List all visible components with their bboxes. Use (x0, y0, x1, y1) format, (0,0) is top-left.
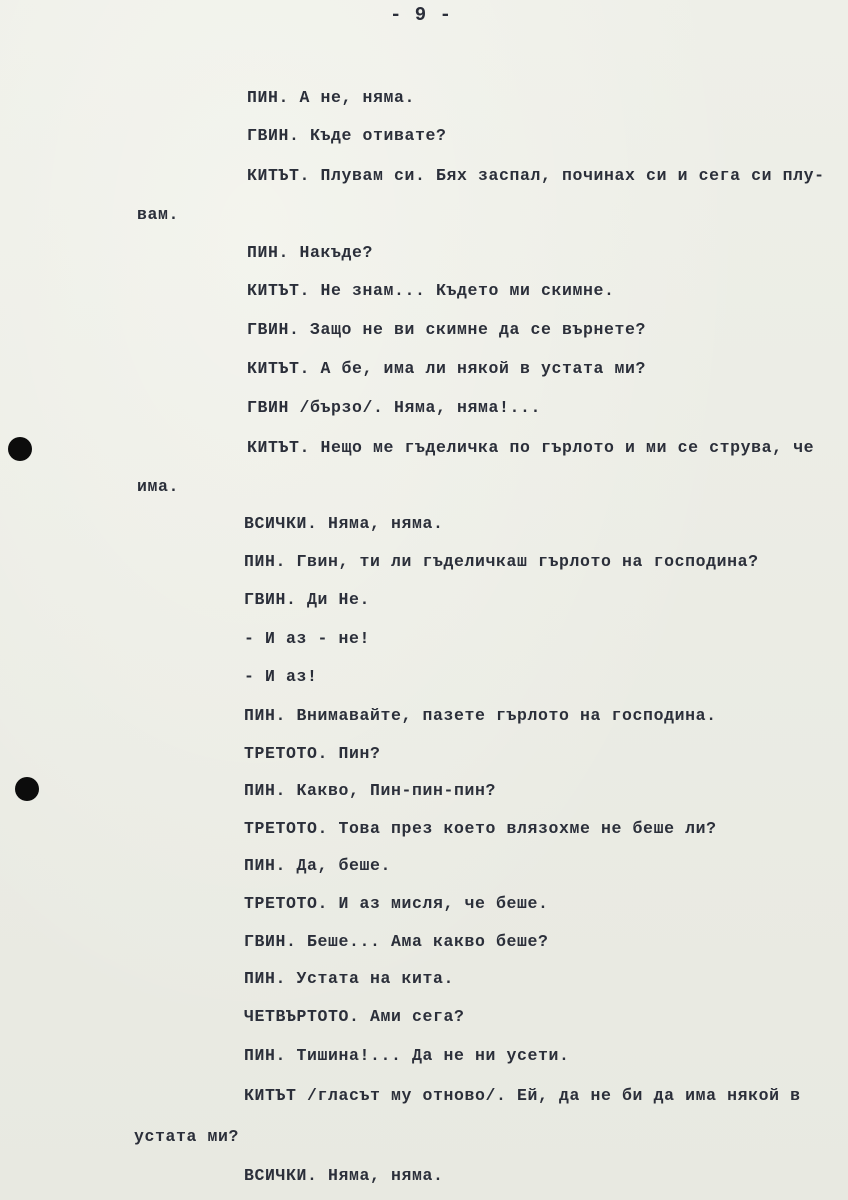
dialogue-line: ВСИЧКИ. Няма, няма. (244, 1166, 444, 1185)
dialogue-line: ГВИН. Беше... Ама какво беше? (244, 932, 549, 951)
dialogue-line-continuation: има. (137, 477, 180, 496)
dialogue-line: ПИН. Какво, Пин-пин-пин? (244, 781, 497, 800)
dialogue-line: ГВИН. Защо не ви скимне да се върнете? (247, 320, 647, 339)
dialogue-line: ГВИН. Къде отивате? (247, 126, 447, 145)
dialogue-line: - И аз! (244, 667, 318, 686)
dialogue-line: ТРЕТОТО. Пин? (244, 744, 381, 763)
dialogue-line: КИТЪТ. Плувам си. Бях заспал, починах си и сега си плу- (247, 166, 825, 185)
dialogue-line: КИТЪТ. Не знам... Където ми скимне. (247, 281, 615, 300)
dialogue-line: ТРЕТОТО. Това през което влязохме не беше ли? (244, 819, 717, 838)
punch-hole-top (8, 437, 32, 461)
dialogue-line: ГВИН /бързо/. Няма, няма!... (247, 398, 542, 417)
dialogue-line: ПИН. Тишина!... Да не ни усети. (244, 1046, 570, 1065)
dialogue-line: КИТЪТ. А бе, има ли някой в устата ми? (247, 359, 647, 378)
dialogue-line: ПИН. Да, беше. (244, 856, 392, 875)
dialogue-line: - И аз - не! (244, 629, 371, 648)
dialogue-line: ЧЕТВЪРТОТО. Ами сега? (244, 1007, 465, 1026)
punch-hole-bottom (15, 777, 39, 801)
dialogue-line: КИТЪТ. Нещо ме гъделичка по гърлото и ми се струва, че (247, 438, 815, 457)
dialogue-line: ПИН. Внимавайте, пазете гърлото на господина. (244, 706, 717, 725)
dialogue-line: ВСИЧКИ. Няма, няма. (244, 514, 444, 533)
page-number: - 9 - (390, 4, 453, 26)
dialogue-line: ПИН. А не, няма. (247, 88, 416, 107)
dialogue-line: ГВИН. Ди Не. (244, 590, 371, 609)
dialogue-line: ПИН. Устата на кита. (244, 969, 455, 988)
dialogue-line: ПИН. Накъде? (247, 243, 374, 262)
dialogue-line-continuation: устата ми? (134, 1127, 240, 1146)
dialogue-line: ТРЕТОТО. И аз мисля, че беше. (244, 894, 549, 913)
dialogue-line-continuation: вам. (137, 205, 180, 224)
dialogue-line: КИТЪТ /гласът му отново/. Ей, да не би да има някой в (244, 1086, 801, 1105)
dialogue-line: ПИН. Гвин, ти ли гъделичкаш гърлото на господина? (244, 552, 759, 571)
